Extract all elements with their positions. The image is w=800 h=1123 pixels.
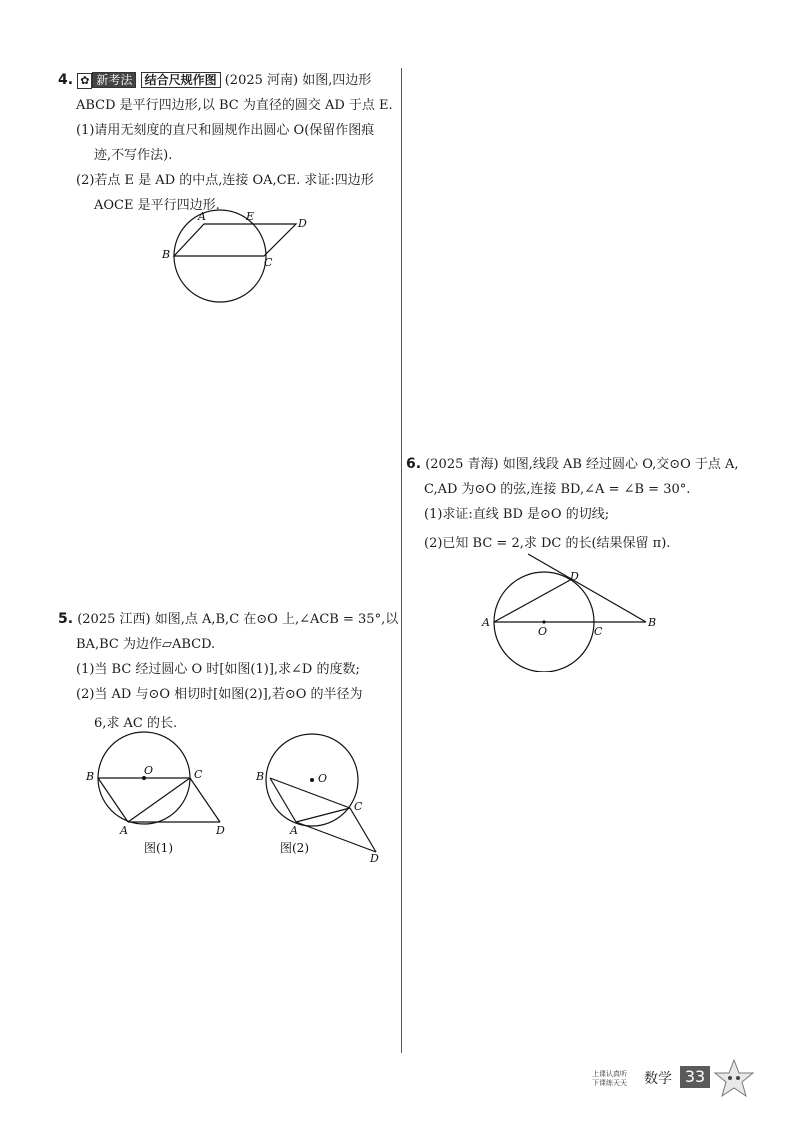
label-B: B — [162, 248, 171, 261]
problem-stem: C,AD 为⊙O 的弦,连接 BD,∠A = ∠B = 30°. — [424, 482, 691, 497]
label-O: O — [538, 625, 548, 638]
question-1: (1)当 BC 经过圆心 O 时[如图(1)],求∠D 的度数; — [76, 662, 360, 677]
star-icon: ✿ — [77, 73, 92, 89]
column-divider — [401, 68, 402, 1053]
label-C: C — [594, 625, 603, 638]
label-B: B — [86, 770, 95, 783]
figure-6-tangent — [480, 552, 660, 672]
page-number: 33 — [680, 1066, 710, 1088]
label-C: C — [194, 768, 203, 781]
page-footer — [592, 1062, 762, 1102]
problem-number: 5. — [58, 611, 74, 627]
label-D: D — [298, 217, 307, 230]
question-2: (2)已知 BC = 2,求 DC 的长(结果保留 π). — [424, 536, 671, 551]
problem-source: (2025 青海) — [425, 457, 499, 472]
label-A: A — [198, 210, 206, 223]
problem-number: 6. — [406, 456, 422, 472]
slogan-line-1: 上课认真听 — [592, 1070, 627, 1078]
label-D: D — [216, 824, 225, 837]
subject-label: 数学 — [644, 1071, 672, 1087]
label-B: B — [256, 770, 265, 783]
label-E: E — [246, 210, 255, 223]
label-A: A — [290, 824, 298, 837]
problem-stem: 如图,线段 AB 经过圆心 O,交⊙O 于点 A, — [502, 457, 739, 472]
label-D: D — [370, 852, 379, 865]
problem-stem: ABCD 是平行四边形,以 BC 为直径的圆交 AD 于点 E. — [76, 98, 393, 113]
question-1: (1)请用无刻度的直尺和圆规作出圆心 O(保留作图痕 — [76, 123, 375, 138]
figure-caption: 图(2) — [280, 841, 309, 855]
label-A: A — [482, 616, 490, 629]
problem-5 — [58, 607, 398, 736]
figure-5-1 — [82, 730, 232, 858]
question-1: (1)求证:直线 BD 是⊙O 的切线; — [424, 507, 610, 522]
label-O: O — [144, 764, 154, 777]
problem-source: (2025 江西) — [77, 612, 151, 627]
problem-stem: 如图,点 A,B,C 在⊙O 上,∠ACB = 35°,以 — [154, 612, 399, 627]
question-2-cont: 6,求 AC 的长. — [94, 716, 178, 731]
question-2: (2)若点 E 是 AD 的中点,连接 OA,CE. 求证:四边形 — [76, 173, 374, 188]
figure-caption: 图(1) — [144, 841, 173, 855]
problem-stem: BA,BC 为边作▱ABCD. — [76, 637, 216, 652]
label-A: A — [120, 824, 128, 837]
question-2-cont: AOCE 是平行四边形. — [94, 198, 220, 213]
question-2: (2)当 AD 与⊙O 相切时[如图(2)],若⊙O 的半径为 — [76, 687, 363, 702]
star-mascot-icon — [712, 1058, 756, 1100]
slogan-line-2: 下课练天天 — [592, 1079, 627, 1087]
label-C: C — [354, 800, 363, 813]
problem-4 — [58, 68, 398, 218]
question-1-cont: 迹,不写作法). — [94, 148, 173, 163]
problem-stem: 如图,四边形 — [302, 73, 372, 88]
new-method-tag: 新考法 — [92, 72, 136, 88]
figure-5-2 — [252, 730, 387, 865]
label-C: C — [264, 256, 273, 269]
figure-4-parallelogram-circle — [160, 208, 310, 308]
label-O: O — [318, 772, 328, 785]
label-B: B — [648, 616, 657, 629]
footer-slogan — [592, 1070, 627, 1088]
problem-6 — [406, 452, 766, 556]
problem-source: (2025 河南) — [224, 73, 299, 88]
label-D: D — [570, 570, 579, 583]
topic-tag: 结合尺规作图 — [141, 72, 221, 88]
problem-number: 4. — [58, 72, 74, 88]
